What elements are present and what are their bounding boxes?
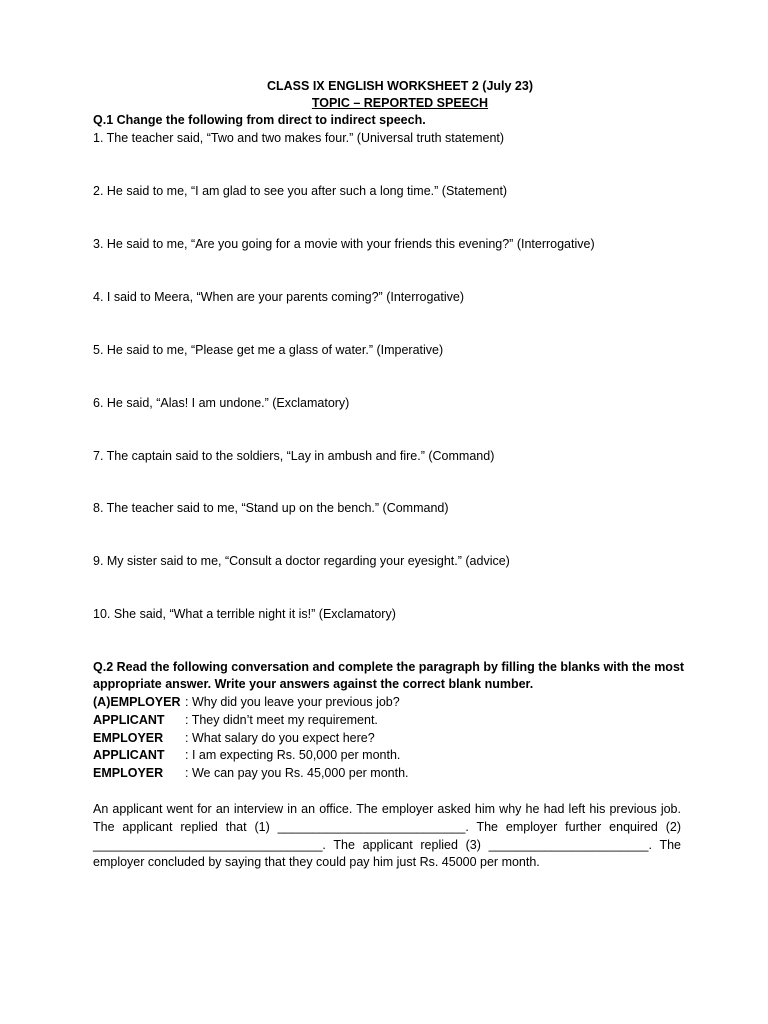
q2-heading-line2: appropriate answer. Write your answers against the correct blank number. (93, 677, 534, 691)
conversation-row (93, 731, 375, 745)
q1-heading: Q.1 Change the following from direct to indirect speech. (93, 113, 426, 127)
worksheet-title: CLASS IX ENGLISH WORKSHEET 2 (July 23) (266, 79, 533, 93)
conversation-row (93, 695, 400, 709)
conversation-speaker: (A)EMPLOYER (93, 695, 181, 709)
conversation-line: : Why did you leave your previous job? (185, 695, 400, 709)
conversation-row (93, 748, 400, 762)
q1-item-5: 5. He said to me, “Please get me a glass of water.” (Imperative) (93, 343, 444, 357)
conversation-speaker: APPLICANT (93, 748, 165, 762)
q1-item-10: 10. She said, “What a terrible night it is!” (Exclamatory) (93, 607, 396, 621)
q1-item-2: 2. He said to me, “I am glad to see you after such a long time.” (Statement) (93, 184, 508, 198)
q1-item-3: 3. He said to me, “Are you going for a movie with your friends this evening?” (Interrogative) (93, 237, 595, 251)
conversation-line: : What salary do you expect here? (185, 731, 375, 745)
fill-in-paragraph: An applicant went for an interview in an office. The employer asked him why he had left his previous job. The applicant replied that (1) ___________________________. The employer further enquired (2) _________________________________. The applicant replied (3) _______________________. The employer concluded by saying that they could pay him just Rs. 45000 per month. (93, 802, 681, 870)
conversation-line: : They didn’t meet my requirement. (185, 713, 378, 727)
q1-item-1: 1. The teacher said, “Two and two makes four.” (Universal truth statement) (93, 131, 505, 145)
q1-item-8: 8. The teacher said to me, “Stand up on the bench.” (Command) (93, 501, 449, 515)
conversation-speaker: EMPLOYER (93, 766, 164, 780)
q2-heading-line1: Q.2 Read the following conversation and complete the paragraph by filling the blanks with the most (93, 660, 685, 674)
q1-item-9: 9. My sister said to me, “Consult a doctor regarding your eyesight.” (advice) (93, 554, 510, 568)
conversation-speaker: APPLICANT (93, 713, 165, 727)
conversation-row (93, 766, 409, 780)
conversation-speaker: EMPLOYER (93, 731, 164, 745)
worksheet-topic: TOPIC – REPORTED SPEECH (311, 96, 489, 110)
q1-item-7: 7. The captain said to the soldiers, “Lay in ambush and fire.” (Command) (93, 449, 495, 463)
q1-item-4: 4. I said to Meera, “When are your parents coming?” (Interrogative) (93, 290, 464, 304)
q1-item-6: 6. He said, “Alas! I am undone.” (Exclamatory) (93, 396, 350, 410)
conversation-line: : I am expecting Rs. 50,000 per month. (185, 748, 401, 762)
conversation-row (93, 713, 378, 727)
conversation-line: : We can pay you Rs. 45,000 per month. (185, 766, 409, 780)
